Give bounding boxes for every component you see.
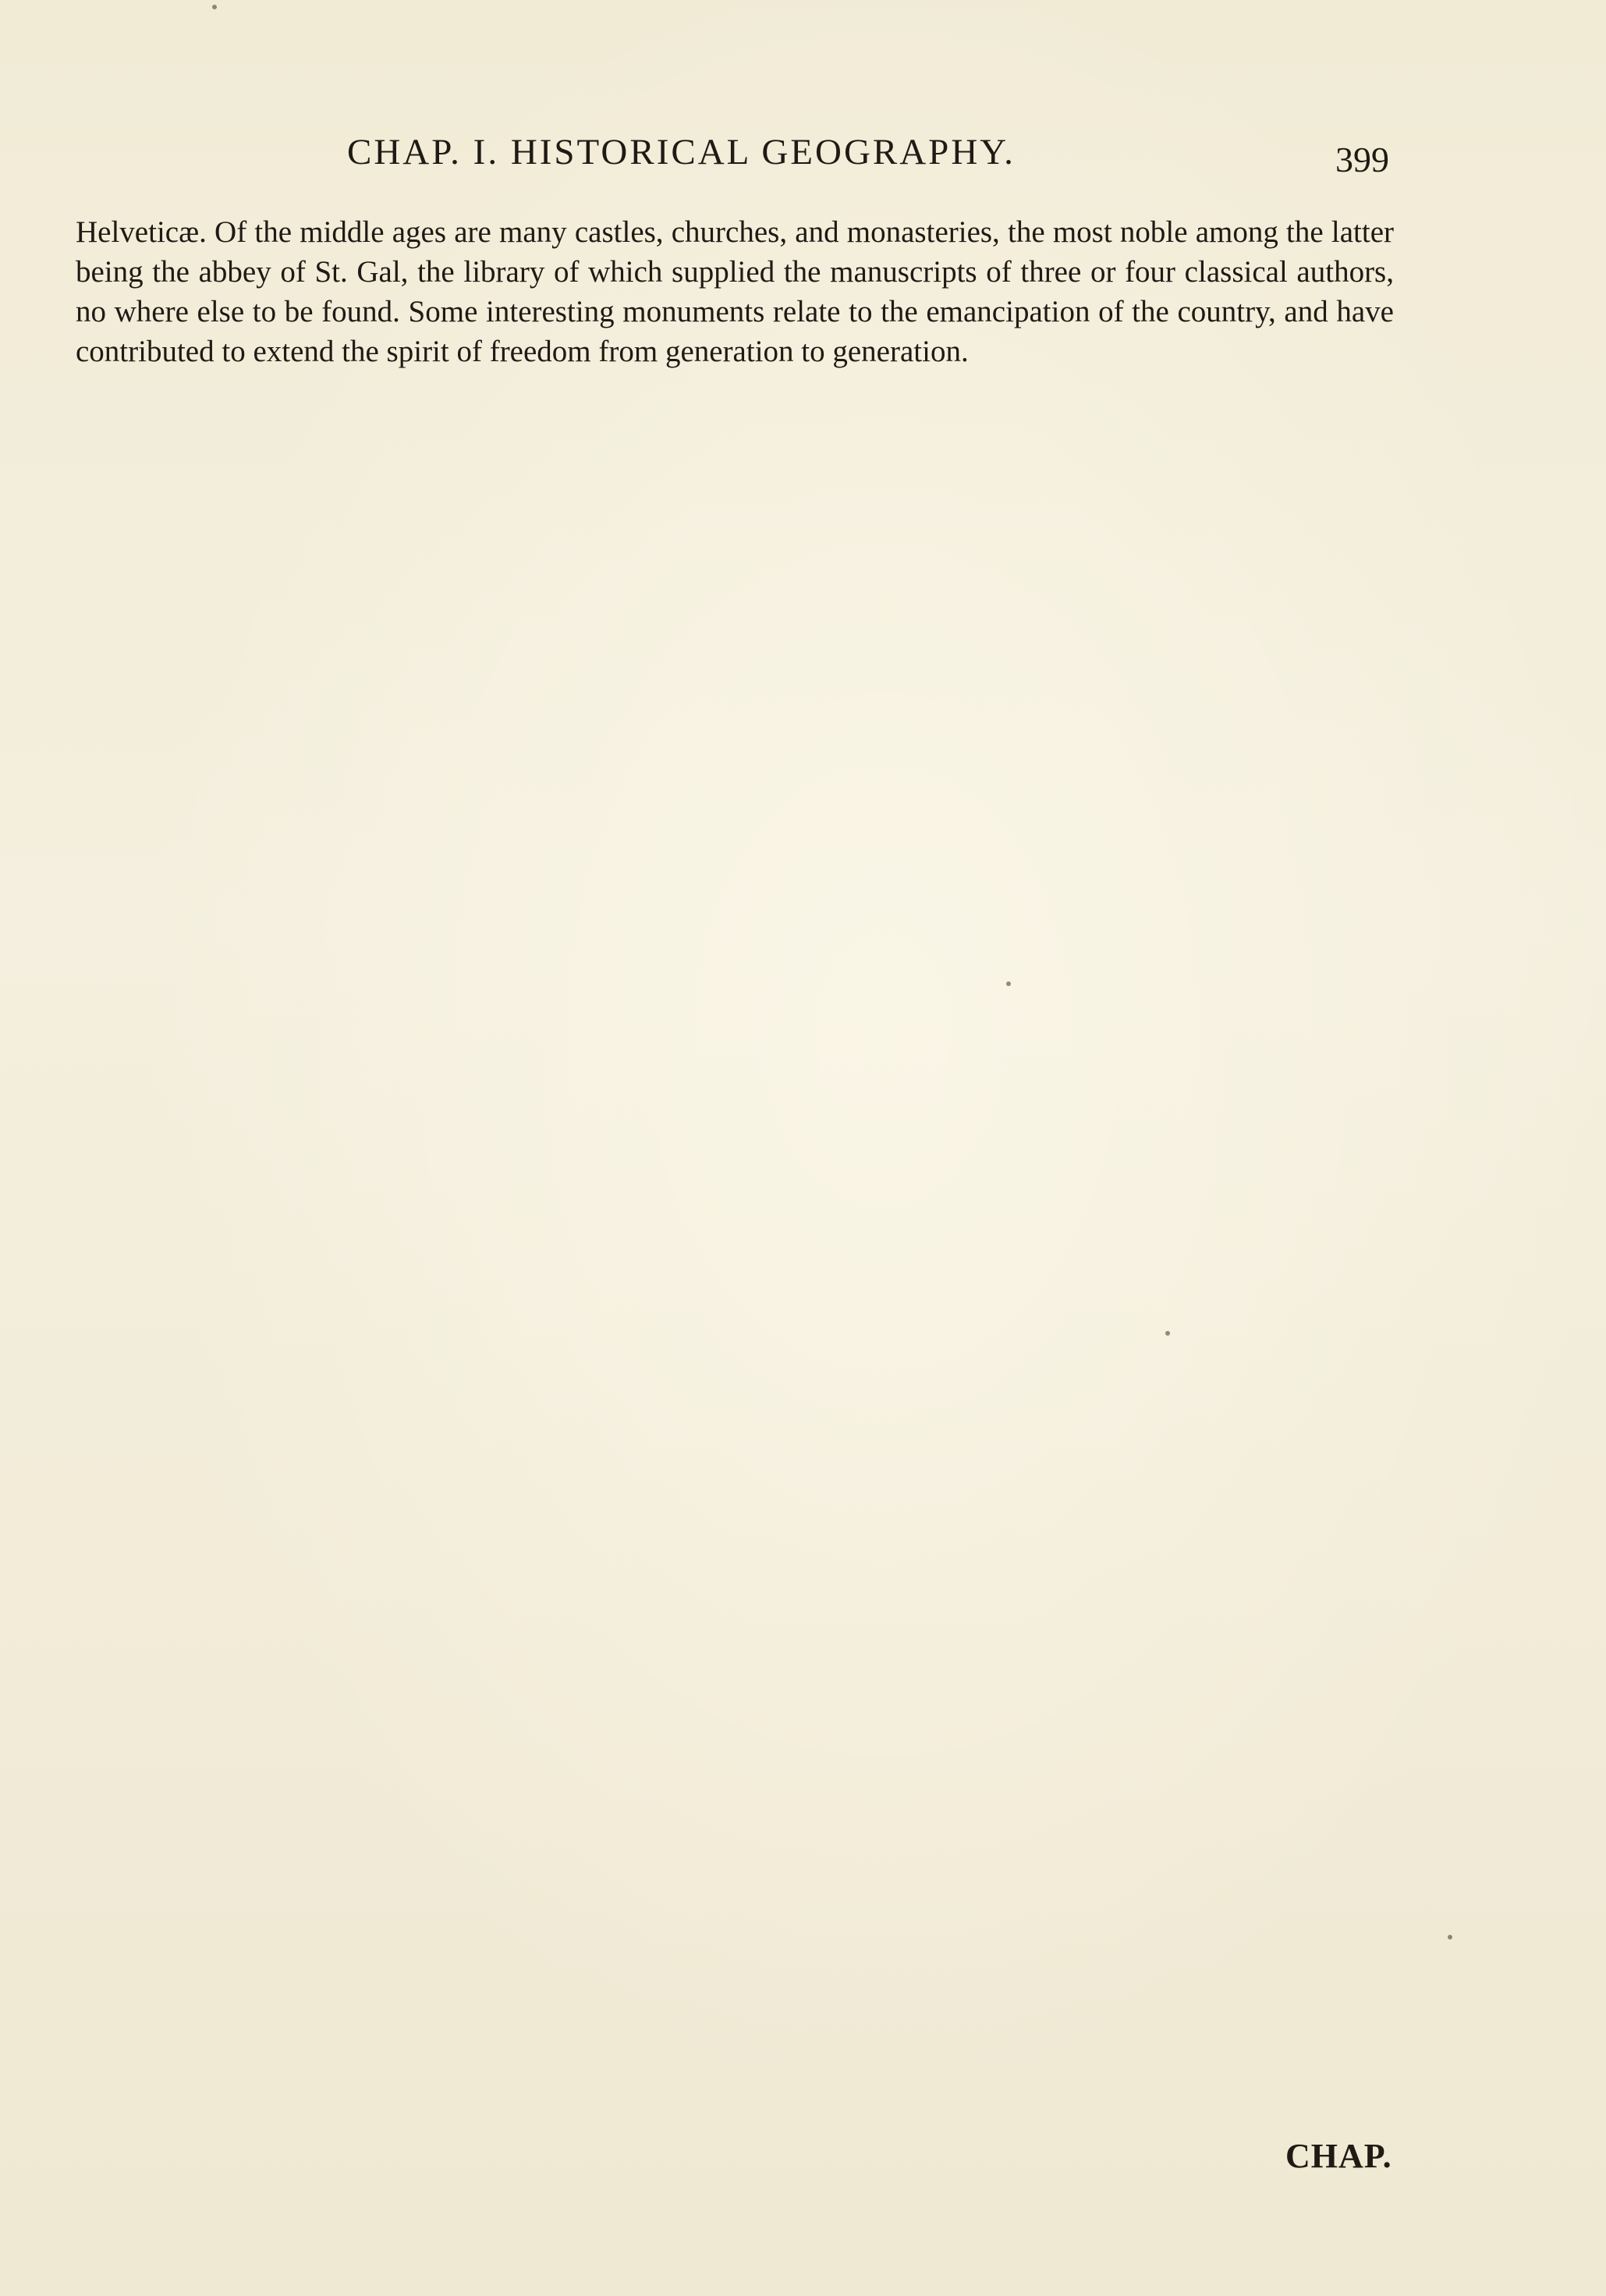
running-head (0, 131, 1606, 186)
paper-speck (1165, 1331, 1170, 1336)
catchword: CHAP. (1285, 2137, 1392, 2175)
paper-speck (212, 5, 217, 9)
paper-speck (1448, 1935, 1452, 1939)
chapter-heading: CHAP. I. HISTORICAL GEOGRAPHY. (347, 132, 1016, 172)
bleed-through-mark (70, 437, 1443, 484)
body-text (76, 212, 1394, 371)
page-number: 399 (1335, 140, 1389, 179)
body-paragraph: Helveticæ. Of the middle ages are many castles, churches, and monasteries, the most noble among the latter being the abbey of St. Gal, the library of which supplied the manuscripts of three or four classical authors, no where else to be found. Some interesting monuments relate to the emancipation of the country, and have contributed to extend the spirit of freedom from generation to generation. (76, 215, 1394, 368)
paper-speck (1006, 981, 1011, 986)
